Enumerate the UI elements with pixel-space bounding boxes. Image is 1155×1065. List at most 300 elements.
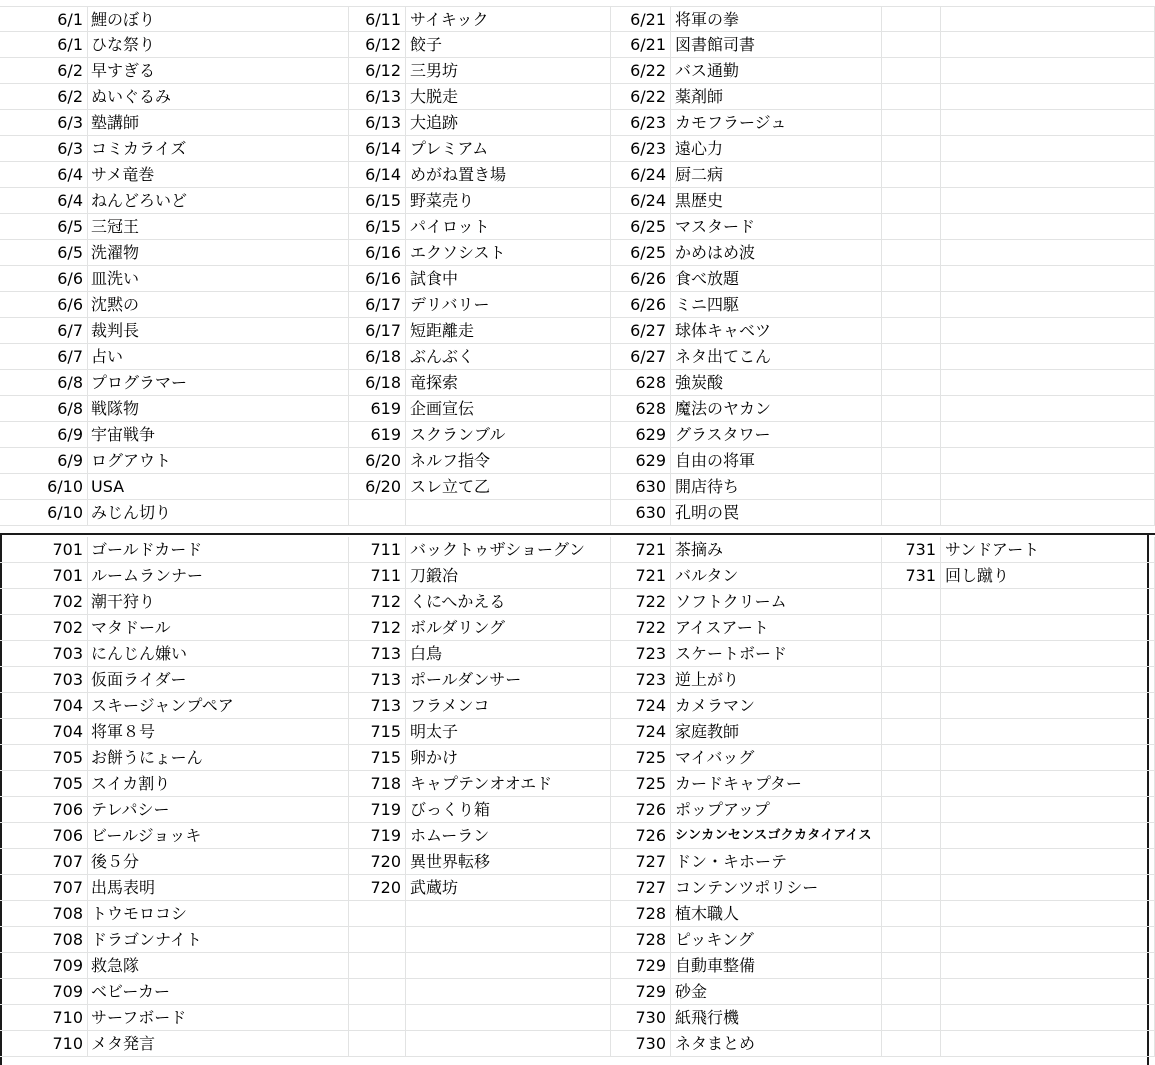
topic-cell[interactable]: ぬいぐるみ: [88, 84, 349, 110]
topic-cell[interactable]: [941, 344, 1155, 370]
date-cell[interactable]: 731: [882, 563, 941, 589]
date-cell[interactable]: 630: [611, 474, 671, 500]
date-cell[interactable]: [882, 1005, 941, 1031]
topic-cell[interactable]: [941, 745, 1155, 771]
topic-cell[interactable]: パイロット: [406, 214, 611, 240]
date-cell[interactable]: [882, 162, 941, 188]
topic-cell[interactable]: [941, 448, 1155, 474]
date-cell[interactable]: 619: [349, 422, 406, 448]
date-cell[interactable]: 6/5: [0, 214, 88, 240]
topic-cell[interactable]: カモフラージュ: [671, 110, 882, 136]
date-cell[interactable]: 706: [0, 823, 88, 849]
topic-cell[interactable]: [941, 771, 1155, 797]
date-cell[interactable]: 709: [0, 953, 88, 979]
date-cell[interactable]: 6/17: [349, 318, 406, 344]
topic-cell[interactable]: USA: [88, 474, 349, 500]
topic-cell[interactable]: コンテンツポリシー: [671, 875, 882, 901]
topic-cell[interactable]: 潮干狩り: [88, 589, 349, 615]
date-cell[interactable]: 703: [0, 641, 88, 667]
date-cell[interactable]: [882, 84, 941, 110]
topic-cell[interactable]: ネタ出てこん: [671, 344, 882, 370]
topic-cell[interactable]: シンカンセンスゴクカタイアイス: [671, 823, 882, 849]
date-cell[interactable]: 725: [611, 745, 671, 771]
topic-cell[interactable]: フラメンコ: [406, 693, 611, 719]
topic-cell[interactable]: にんじん嫌い: [88, 641, 349, 667]
date-cell[interactable]: 705: [0, 771, 88, 797]
date-cell[interactable]: 6/8: [0, 370, 88, 396]
topic-cell[interactable]: かめはめ波: [671, 240, 882, 266]
topic-cell[interactable]: 竜探索: [406, 370, 611, 396]
date-cell[interactable]: 6/22: [611, 58, 671, 84]
date-cell[interactable]: 6/20: [349, 448, 406, 474]
topic-cell[interactable]: ポップアップ: [671, 797, 882, 823]
topic-cell[interactable]: 将軍の拳: [671, 7, 882, 33]
topic-cell[interactable]: 球体キャベツ: [671, 318, 882, 344]
date-cell[interactable]: [882, 979, 941, 1005]
topic-cell[interactable]: カメラマン: [671, 693, 882, 719]
date-cell[interactable]: [349, 500, 406, 526]
topic-cell[interactable]: ログアウト: [88, 448, 349, 474]
date-cell[interactable]: 701: [0, 563, 88, 589]
topic-cell[interactable]: エクソシスト: [406, 240, 611, 266]
topic-cell[interactable]: [941, 84, 1155, 110]
topic-cell[interactable]: [406, 953, 611, 979]
date-cell[interactable]: 726: [611, 823, 671, 849]
topic-cell[interactable]: 自動車整備: [671, 953, 882, 979]
date-cell[interactable]: 715: [349, 719, 406, 745]
date-cell[interactable]: [349, 901, 406, 927]
date-cell[interactable]: [882, 240, 941, 266]
topic-cell[interactable]: 図書館司書: [671, 32, 882, 58]
topic-cell[interactable]: メタ発言: [88, 1031, 349, 1057]
date-cell[interactable]: 728: [611, 901, 671, 927]
topic-cell[interactable]: キャプテンオオエド: [406, 771, 611, 797]
topic-cell[interactable]: ドラゴンナイト: [88, 927, 349, 953]
date-cell[interactable]: 6/27: [611, 344, 671, 370]
date-cell[interactable]: 619: [349, 396, 406, 422]
date-cell[interactable]: [349, 1005, 406, 1031]
topic-cell[interactable]: 薬剤師: [671, 84, 882, 110]
topic-cell[interactable]: ボルダリング: [406, 615, 611, 641]
date-cell[interactable]: [882, 771, 941, 797]
date-cell[interactable]: 718: [349, 771, 406, 797]
date-cell[interactable]: 6/22: [611, 84, 671, 110]
topic-cell[interactable]: 紙飛行機: [671, 1005, 882, 1031]
date-cell[interactable]: 630: [611, 500, 671, 526]
topic-cell[interactable]: テレパシー: [88, 797, 349, 823]
topic-cell[interactable]: びっくり箱: [406, 797, 611, 823]
date-cell[interactable]: 6/16: [349, 240, 406, 266]
topic-cell[interactable]: [941, 927, 1155, 953]
topic-cell[interactable]: [406, 979, 611, 1005]
date-cell[interactable]: 6/18: [349, 344, 406, 370]
date-cell[interactable]: 719: [349, 797, 406, 823]
date-cell[interactable]: 702: [0, 615, 88, 641]
topic-cell[interactable]: 魔法のヤカン: [671, 396, 882, 422]
date-cell[interactable]: 720: [349, 875, 406, 901]
topic-cell[interactable]: [941, 7, 1155, 33]
date-cell[interactable]: 727: [611, 849, 671, 875]
date-cell[interactable]: 6/3: [0, 136, 88, 162]
topic-cell[interactable]: [941, 797, 1155, 823]
topic-cell[interactable]: 茶摘み: [671, 537, 882, 563]
date-cell[interactable]: 6/24: [611, 188, 671, 214]
date-cell[interactable]: 712: [349, 589, 406, 615]
date-cell[interactable]: 706: [0, 797, 88, 823]
date-cell[interactable]: 6/2: [0, 58, 88, 84]
topic-cell[interactable]: 宇宙戦争: [88, 422, 349, 448]
date-cell[interactable]: 721: [611, 563, 671, 589]
topic-cell[interactable]: [941, 719, 1155, 745]
date-cell[interactable]: 628: [611, 370, 671, 396]
topic-cell[interactable]: 救急隊: [88, 953, 349, 979]
date-cell[interactable]: [882, 693, 941, 719]
topic-cell[interactable]: [941, 1005, 1155, 1031]
date-cell[interactable]: [882, 745, 941, 771]
topic-cell[interactable]: ソフトクリーム: [671, 589, 882, 615]
topic-cell[interactable]: [406, 1031, 611, 1057]
topic-cell[interactable]: [941, 58, 1155, 84]
date-cell[interactable]: 6/21: [611, 32, 671, 58]
date-cell[interactable]: [882, 422, 941, 448]
topic-cell[interactable]: デリバリー: [406, 292, 611, 318]
date-cell[interactable]: [882, 719, 941, 745]
date-cell[interactable]: 6/4: [0, 188, 88, 214]
date-cell[interactable]: 707: [0, 849, 88, 875]
date-cell[interactable]: 6/24: [611, 162, 671, 188]
topic-cell[interactable]: [941, 953, 1155, 979]
date-cell[interactable]: [882, 370, 941, 396]
topic-cell[interactable]: 早すぎる: [88, 58, 349, 84]
topic-cell[interactable]: [941, 162, 1155, 188]
topic-cell[interactable]: 占い: [88, 344, 349, 370]
date-cell[interactable]: 719: [349, 823, 406, 849]
date-cell[interactable]: [882, 953, 941, 979]
topic-cell[interactable]: 開店待ち: [671, 474, 882, 500]
topic-cell[interactable]: [406, 901, 611, 927]
topic-cell[interactable]: ホムーラン: [406, 823, 611, 849]
topic-cell[interactable]: [941, 693, 1155, 719]
topic-cell[interactable]: [941, 589, 1155, 615]
date-cell[interactable]: [882, 875, 941, 901]
topic-cell[interactable]: [941, 396, 1155, 422]
date-cell[interactable]: 6/27: [611, 318, 671, 344]
date-cell[interactable]: [882, 797, 941, 823]
topic-cell[interactable]: 厨二病: [671, 162, 882, 188]
date-cell[interactable]: [882, 318, 941, 344]
date-cell[interactable]: [349, 979, 406, 1005]
date-cell[interactable]: [882, 641, 941, 667]
date-cell[interactable]: [882, 214, 941, 240]
date-cell[interactable]: 6/15: [349, 188, 406, 214]
topic-cell[interactable]: プログラマー: [88, 370, 349, 396]
date-cell[interactable]: 721: [611, 537, 671, 563]
date-cell[interactable]: [882, 1031, 941, 1057]
date-cell[interactable]: [882, 901, 941, 927]
date-cell[interactable]: 6/2: [0, 84, 88, 110]
topic-cell[interactable]: 白鳥: [406, 641, 611, 667]
date-cell[interactable]: 702: [0, 589, 88, 615]
topic-cell[interactable]: ゴールドカード: [88, 537, 349, 563]
date-cell[interactable]: 6/6: [0, 292, 88, 318]
topic-cell[interactable]: 大追跡: [406, 110, 611, 136]
topic-cell[interactable]: 出馬表明: [88, 875, 349, 901]
topic-cell[interactable]: 後５分: [88, 849, 349, 875]
topic-cell[interactable]: [941, 32, 1155, 58]
date-cell[interactable]: 725: [611, 771, 671, 797]
date-cell[interactable]: 6/12: [349, 32, 406, 58]
topic-cell[interactable]: [941, 615, 1155, 641]
topic-cell[interactable]: [941, 823, 1155, 849]
date-cell[interactable]: 6/10: [0, 474, 88, 500]
topic-cell[interactable]: サンドアート: [941, 537, 1155, 563]
topic-cell[interactable]: [941, 240, 1155, 266]
topic-cell[interactable]: ビールジョッキ: [88, 823, 349, 849]
topic-cell[interactable]: カードキャプター: [671, 771, 882, 797]
topic-cell[interactable]: 大脱走: [406, 84, 611, 110]
date-cell[interactable]: [882, 344, 941, 370]
topic-cell[interactable]: 植木職人: [671, 901, 882, 927]
topic-cell[interactable]: サメ竜巻: [88, 162, 349, 188]
date-cell[interactable]: 708: [0, 901, 88, 927]
date-cell[interactable]: 722: [611, 589, 671, 615]
date-cell[interactable]: 6/26: [611, 266, 671, 292]
topic-cell[interactable]: ひな祭り: [88, 32, 349, 58]
topic-cell[interactable]: スイカ割り: [88, 771, 349, 797]
date-cell[interactable]: 726: [611, 797, 671, 823]
date-cell[interactable]: 6/18: [349, 370, 406, 396]
topic-cell[interactable]: スレ立て乙: [406, 474, 611, 500]
date-cell[interactable]: 724: [611, 693, 671, 719]
date-cell[interactable]: [882, 823, 941, 849]
date-cell[interactable]: 722: [611, 615, 671, 641]
date-cell[interactable]: 6/10: [0, 500, 88, 526]
topic-cell[interactable]: ドン・キホーテ: [671, 849, 882, 875]
topic-cell[interactable]: バルタン: [671, 563, 882, 589]
date-cell[interactable]: 6/1: [0, 32, 88, 58]
date-cell[interactable]: 6/9: [0, 422, 88, 448]
date-cell[interactable]: 6/23: [611, 136, 671, 162]
date-cell[interactable]: 6/25: [611, 214, 671, 240]
date-cell[interactable]: 6/21: [611, 7, 671, 33]
topic-cell[interactable]: [941, 849, 1155, 875]
date-cell[interactable]: [349, 927, 406, 953]
topic-cell[interactable]: [941, 110, 1155, 136]
topic-cell[interactable]: 沈黙の: [88, 292, 349, 318]
topic-cell[interactable]: ルームランナー: [88, 563, 349, 589]
topic-cell[interactable]: 短距離走: [406, 318, 611, 344]
topic-cell[interactable]: [941, 136, 1155, 162]
topic-cell[interactable]: 三男坊: [406, 58, 611, 84]
date-cell[interactable]: 629: [611, 422, 671, 448]
topic-cell[interactable]: 武蔵坊: [406, 875, 611, 901]
topic-cell[interactable]: ネルフ指令: [406, 448, 611, 474]
date-cell[interactable]: 728: [611, 927, 671, 953]
topic-cell[interactable]: コミカライズ: [88, 136, 349, 162]
topic-cell[interactable]: [941, 979, 1155, 1005]
topic-cell[interactable]: 仮面ライダー: [88, 667, 349, 693]
date-cell[interactable]: [882, 849, 941, 875]
date-cell[interactable]: 6/8: [0, 396, 88, 422]
date-cell[interactable]: 729: [611, 979, 671, 1005]
topic-cell[interactable]: スキージャンプペア: [88, 693, 349, 719]
date-cell[interactable]: [882, 188, 941, 214]
topic-cell[interactable]: 砂金: [671, 979, 882, 1005]
topic-cell[interactable]: 皿洗い: [88, 266, 349, 292]
date-cell[interactable]: 731: [882, 537, 941, 563]
topic-cell[interactable]: 企画宣伝: [406, 396, 611, 422]
topic-cell[interactable]: ピッキング: [671, 927, 882, 953]
date-cell[interactable]: 711: [349, 537, 406, 563]
date-cell[interactable]: 710: [0, 1005, 88, 1031]
date-cell[interactable]: [882, 266, 941, 292]
date-cell[interactable]: 6/6: [0, 266, 88, 292]
date-cell[interactable]: 6/4: [0, 162, 88, 188]
date-cell[interactable]: [882, 615, 941, 641]
topic-cell[interactable]: お餅うにょーん: [88, 745, 349, 771]
topic-cell[interactable]: 異世界転移: [406, 849, 611, 875]
date-cell[interactable]: [882, 927, 941, 953]
topic-cell[interactable]: めがね置き場: [406, 162, 611, 188]
topic-cell[interactable]: ポールダンサー: [406, 667, 611, 693]
topic-cell[interactable]: 洗濯物: [88, 240, 349, 266]
topic-cell[interactable]: [941, 641, 1155, 667]
date-cell[interactable]: 713: [349, 641, 406, 667]
date-cell[interactable]: 6/13: [349, 84, 406, 110]
topic-cell[interactable]: 黒歴史: [671, 188, 882, 214]
date-cell[interactable]: 709: [0, 979, 88, 1005]
date-cell[interactable]: 723: [611, 641, 671, 667]
topic-cell[interactable]: マイバッグ: [671, 745, 882, 771]
date-cell[interactable]: [882, 448, 941, 474]
date-cell[interactable]: 6/20: [349, 474, 406, 500]
topic-cell[interactable]: 鯉のぼり: [88, 7, 349, 33]
topic-cell[interactable]: 逆上がり: [671, 667, 882, 693]
date-cell[interactable]: [882, 500, 941, 526]
topic-cell[interactable]: スケートボード: [671, 641, 882, 667]
topic-cell[interactable]: 餃子: [406, 32, 611, 58]
date-cell[interactable]: 6/15: [349, 214, 406, 240]
topic-cell[interactable]: サイキック: [406, 7, 611, 33]
date-cell[interactable]: 6/11: [349, 7, 406, 33]
date-cell[interactable]: 704: [0, 719, 88, 745]
date-cell[interactable]: 6/1: [0, 7, 88, 33]
topic-cell[interactable]: [941, 500, 1155, 526]
topic-cell[interactable]: 戦隊物: [88, 396, 349, 422]
date-cell[interactable]: 730: [611, 1031, 671, 1057]
date-cell[interactable]: 6/16: [349, 266, 406, 292]
topic-cell[interactable]: くにへかえる: [406, 589, 611, 615]
topic-cell[interactable]: [941, 292, 1155, 318]
date-cell[interactable]: [349, 1031, 406, 1057]
topic-cell[interactable]: 塾講師: [88, 110, 349, 136]
topic-cell[interactable]: [941, 1031, 1155, 1057]
date-cell[interactable]: [882, 110, 941, 136]
date-cell[interactable]: 707: [0, 875, 88, 901]
topic-cell[interactable]: 三冠王: [88, 214, 349, 240]
date-cell[interactable]: 711: [349, 563, 406, 589]
date-cell[interactable]: 6/12: [349, 58, 406, 84]
date-cell[interactable]: 6/14: [349, 162, 406, 188]
topic-cell[interactable]: トウモロコシ: [88, 901, 349, 927]
topic-cell[interactable]: [941, 474, 1155, 500]
date-cell[interactable]: 6/7: [0, 344, 88, 370]
topic-cell[interactable]: ベビーカー: [88, 979, 349, 1005]
date-cell[interactable]: 713: [349, 693, 406, 719]
date-cell[interactable]: 730: [611, 1005, 671, 1031]
topic-cell[interactable]: 回し蹴り: [941, 563, 1155, 589]
date-cell[interactable]: 712: [349, 615, 406, 641]
date-cell[interactable]: 628: [611, 396, 671, 422]
date-cell[interactable]: 708: [0, 927, 88, 953]
topic-cell[interactable]: ねんどろいど: [88, 188, 349, 214]
topic-cell[interactable]: 野菜売り: [406, 188, 611, 214]
date-cell[interactable]: [882, 474, 941, 500]
topic-cell[interactable]: 将軍８号: [88, 719, 349, 745]
date-cell[interactable]: 705: [0, 745, 88, 771]
date-cell[interactable]: 6/25: [611, 240, 671, 266]
topic-cell[interactable]: [941, 188, 1155, 214]
date-cell[interactable]: 6/23: [611, 110, 671, 136]
topic-cell[interactable]: マタドール: [88, 615, 349, 641]
topic-cell[interactable]: サーフボード: [88, 1005, 349, 1031]
date-cell[interactable]: 715: [349, 745, 406, 771]
date-cell[interactable]: 704: [0, 693, 88, 719]
date-cell[interactable]: [882, 7, 941, 33]
topic-cell[interactable]: [406, 500, 611, 526]
topic-cell[interactable]: みじん切り: [88, 500, 349, 526]
topic-cell[interactable]: ぶんぶく: [406, 344, 611, 370]
date-cell[interactable]: 629: [611, 448, 671, 474]
topic-cell[interactable]: プレミアム: [406, 136, 611, 162]
date-cell[interactable]: [882, 292, 941, 318]
topic-cell[interactable]: 遠心力: [671, 136, 882, 162]
topic-cell[interactable]: 裁判長: [88, 318, 349, 344]
date-cell[interactable]: [882, 32, 941, 58]
topic-cell[interactable]: 試食中: [406, 266, 611, 292]
date-cell[interactable]: [882, 58, 941, 84]
date-cell[interactable]: 713: [349, 667, 406, 693]
topic-cell[interactable]: [406, 1005, 611, 1031]
date-cell[interactable]: [349, 953, 406, 979]
date-cell[interactable]: [882, 396, 941, 422]
date-cell[interactable]: 6/9: [0, 448, 88, 474]
date-cell[interactable]: 6/17: [349, 292, 406, 318]
date-cell[interactable]: 6/26: [611, 292, 671, 318]
topic-cell[interactable]: 食べ放題: [671, 266, 882, 292]
topic-cell[interactable]: 家庭教師: [671, 719, 882, 745]
date-cell[interactable]: 723: [611, 667, 671, 693]
date-cell[interactable]: [882, 667, 941, 693]
topic-cell[interactable]: マスタード: [671, 214, 882, 240]
topic-cell[interactable]: 孔明の罠: [671, 500, 882, 526]
date-cell[interactable]: 729: [611, 953, 671, 979]
topic-cell[interactable]: [941, 214, 1155, 240]
date-cell[interactable]: [882, 589, 941, 615]
date-cell[interactable]: 6/14: [349, 136, 406, 162]
topic-cell[interactable]: [941, 667, 1155, 693]
topic-cell[interactable]: ネタまとめ: [671, 1031, 882, 1057]
date-cell[interactable]: 6/5: [0, 240, 88, 266]
topic-cell[interactable]: 自由の将軍: [671, 448, 882, 474]
topic-cell[interactable]: 強炭酸: [671, 370, 882, 396]
date-cell[interactable]: 701: [0, 537, 88, 563]
topic-cell[interactable]: グラスタワー: [671, 422, 882, 448]
date-cell[interactable]: 720: [349, 849, 406, 875]
topic-cell[interactable]: [941, 318, 1155, 344]
topic-cell[interactable]: [941, 370, 1155, 396]
topic-cell[interactable]: 明太子: [406, 719, 611, 745]
